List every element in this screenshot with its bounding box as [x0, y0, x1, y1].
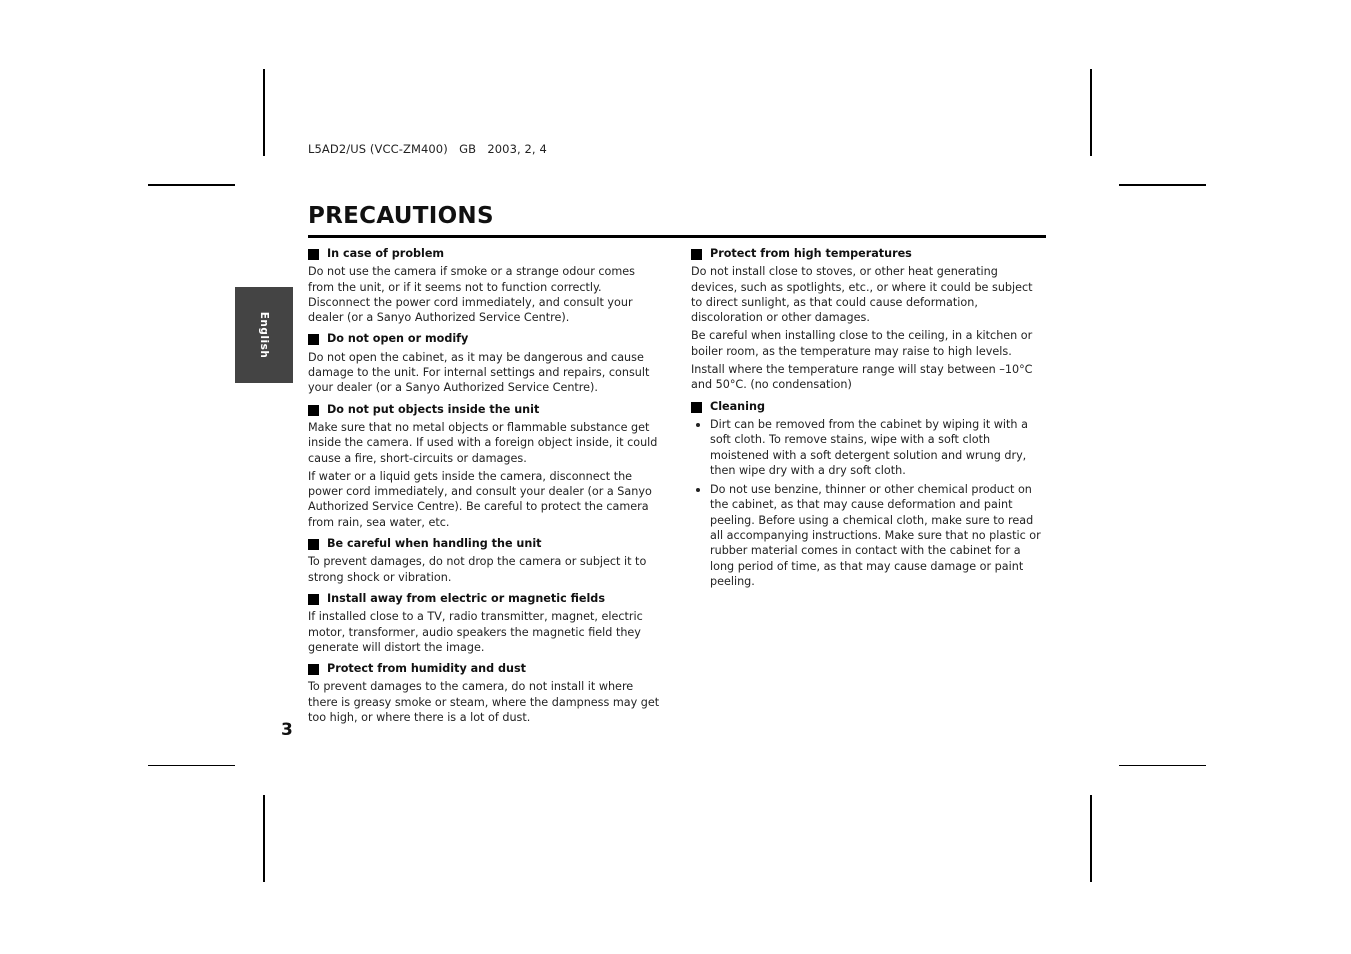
crop-mark-top-right: [1090, 69, 1092, 156]
square-bullet-icon: [308, 249, 319, 260]
square-bullet-icon: [308, 539, 319, 550]
crop-mark-left-top: [148, 184, 235, 186]
crop-mark-bottom-left: [263, 795, 265, 882]
crop-mark-left-bottom: [148, 765, 235, 766]
section-paragraph: Make sure that no metal objects or flammable substance get inside the camera. If used with a foreign object inside, it could cause a fire, short-circuits or damages.: [308, 420, 658, 465]
section-heading: Protect from high temperatures: [691, 246, 1043, 261]
page-title: PRECAUTIONS: [308, 203, 494, 229]
bullet-dot-icon: [696, 488, 700, 492]
section-heading: In case of problem: [308, 246, 660, 261]
section-paragraph: If installed close to a TV, radio transmitter, magnet, electric motor, transformer, audio speakers the magnetic field they generate will distort the image.: [308, 610, 643, 654]
square-bullet-icon: [308, 664, 319, 675]
section-heading: Protect from humidity and dust: [308, 661, 660, 676]
page-number: 3: [281, 720, 293, 740]
crop-mark-top-left: [263, 69, 265, 156]
square-bullet-icon: [691, 402, 702, 413]
list-item: Do not use benzine, thinner or other chemical product on the cabinet, as that may cause deformation and paint peeling. Before using a chemical cloth, make sure to read all accompanying instructions. Make sure that no plastic or rubber material comes in contact with the cabinet for a long period of time, as that may cause damage or paint peeling.: [691, 482, 1043, 589]
list-item: Dirt can be removed from the cabinet by wiping it with a soft cloth. To remove stains, wipe with a soft cloth moistened with a soft detergent solution and wrung dry, then wipe dry with a dry soft cloth.: [691, 417, 1043, 478]
crop-mark-right-top: [1119, 184, 1206, 186]
square-bullet-icon: [308, 405, 319, 416]
section-paragraph: To prevent damages to the camera, do not install it where there is greasy smoke or steam, where the dampness may get too high, or where there is a lot of dust.: [308, 680, 660, 725]
left-column: [308, 246, 660, 728]
section-paragraph: Install where the temperature range will stay between –10°C and 50°C. (no condensation): [691, 363, 1033, 392]
document-code: L5AD2/US (VCC-ZM400) GB 2003, 2, 4: [308, 142, 547, 156]
section-heading: Be careful when handling the unit: [308, 536, 660, 551]
square-bullet-icon: [308, 594, 319, 605]
right-column: [691, 246, 1043, 593]
section-paragraph: Do not open the cabinet, as it may be dangerous and cause damage to the unit. For internal settings and repairs, consult your dealer (or a Sanyo Authorized Service Centre).: [308, 350, 650, 395]
crop-mark-right-bottom: [1119, 765, 1206, 766]
section-paragraph: Do not install close to stoves, or other heat generating devices, such as spotlights, etc., or where it could be subject to direct sunlight, as that could cause deformation, discoloration or other damages.: [691, 265, 1033, 325]
section-heading: Cleaning: [691, 399, 1043, 414]
language-tab-label: English: [258, 311, 270, 359]
section-paragraph: Be careful when installing close to the ceiling, in a kitchen or boiler room, as the temperature may raise to high levels.: [691, 329, 1033, 358]
title-rule: [308, 235, 1046, 238]
section-heading: Do not put objects inside the unit: [308, 402, 660, 417]
crop-mark-bottom-right: [1090, 795, 1092, 882]
square-bullet-icon: [308, 334, 319, 345]
section-heading: Do not open or modify: [308, 331, 660, 346]
section-paragraph: Do not use the camera if smoke or a strange odour comes from the unit, or if it seems not to function correctly. Disconnect the power cord immediately, and consult your dealer (or a Sanyo Authorized Service Centre).: [308, 265, 636, 325]
section-paragraph: To prevent damages, do not drop the camera or subject it to strong shock or vibration.: [308, 555, 647, 584]
section-heading: Install away from electric or magnetic fields: [308, 591, 660, 606]
section-paragraph: If water or a liquid gets inside the camera, disconnect the power cord immediately, and consult your dealer (or a Sanyo Authorized Service Centre). Be careful to protect the camera from rain, sea water, etc.: [308, 469, 652, 529]
bullet-dot-icon: [696, 423, 700, 427]
square-bullet-icon: [691, 249, 702, 260]
cleaning-list: [691, 417, 1043, 589]
